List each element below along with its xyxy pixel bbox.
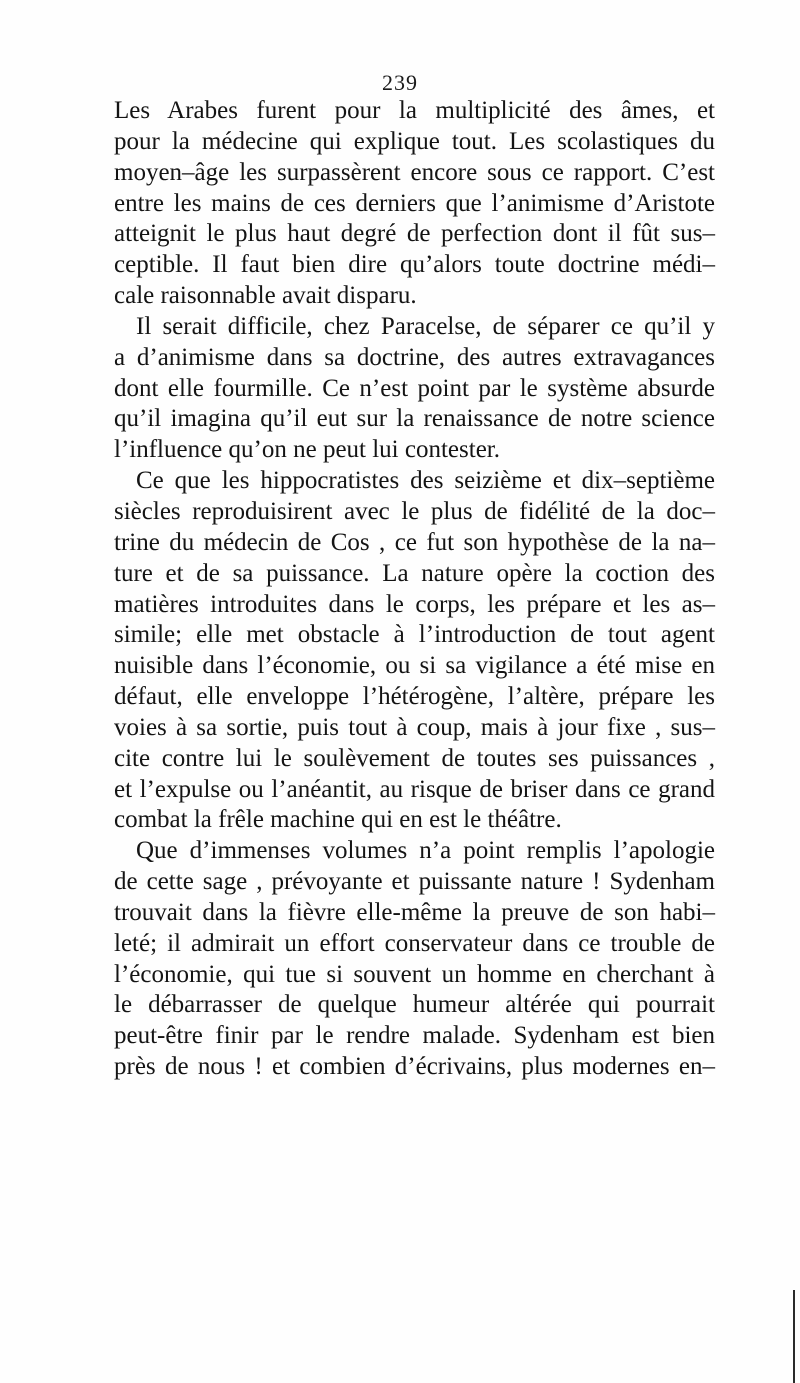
text-line: a d’animisme dans sa doctrine, des autres extravagances (114, 343, 715, 371)
text-line: près de nous ! et combien d’écrivains, plus modernes en– (114, 1053, 715, 1081)
text-line: matières introduites dans le corps, les prépare et les as– (114, 590, 715, 618)
page-edge-shadow (793, 1290, 795, 1383)
text-line: de cette sage , prévoyante et puissante nature ! Sydenham (114, 868, 715, 896)
text-line: qu’il imagina qu’il eut sur la renaissance de notre science (114, 405, 715, 433)
text-line: ceptible. Il faut bien dire qu’alors toute doctrine médi– (114, 251, 715, 279)
text-line: combat la frêle machine qui en est le théâtre. (114, 806, 562, 834)
text-line: ture et de sa puissance. La nature opère la coction des (114, 559, 715, 587)
text-line: Que d’immenses volumes n’a point remplis l’apologie (136, 837, 715, 865)
text-line: pour la médecine qui explique tout. Les scolastiques du (114, 127, 715, 155)
text-line: nuisible dans l’économie, ou si sa vigilance a été mise en (114, 652, 715, 680)
text-line: dont elle fourmille. Ce n’est point par le système absurde (114, 374, 715, 402)
text-line: voies à sa sortie, puis tout à coup, mais à jour fixe , sus– (114, 713, 715, 741)
body-text (114, 96, 715, 1083)
text-line: cite contre lui le soulèvement de toutes ses puissances , (114, 744, 715, 772)
text-line: siècles reproduisirent avec le plus de fidélité de la doc– (114, 497, 715, 525)
text-line: le débarrasser de quelque humeur altérée qui pourrait (114, 991, 715, 1019)
text-line: moyen–âge les surpassèrent encore sous ce rapport. C’est (114, 158, 715, 186)
text-line: Ce que les hippocratistes des seizième et dix–septième (136, 467, 715, 495)
text-line: cale raisonnable avait disparu. (114, 282, 417, 310)
page-number: 239 (382, 70, 418, 95)
text-line: entre les mains de ces derniers que l’animisme d’Aristote (114, 189, 715, 217)
text-line: Il serait difficile, chez Paracelse, de séparer ce qu’il y (136, 312, 715, 340)
text-line: simile; elle met obstacle à l’introduction de tout agent (114, 621, 715, 649)
text-line: atteignit le plus haut degré de perfection dont il fût sus– (114, 220, 715, 248)
text-line: et l’expulse ou l’anéantit, au risque de briser dans ce grand (114, 775, 715, 803)
text-line: trouvait dans la fièvre elle-même la preuve de son habi– (114, 898, 715, 926)
text-line: peut-être finir par le rendre malade. Sydenham est bien (114, 1022, 715, 1050)
text-line: défaut, elle enveloppe l’hétérogène, l’altère, prépare les (114, 683, 715, 711)
text-line: leté; il admirait un effort conservateur dans ce trouble de (114, 929, 715, 957)
text-line: l’économie, qui tue si souvent un homme en cherchant à (114, 960, 715, 988)
text-line: Les Arabes furent pour la multiplicité des âmes, et (114, 97, 715, 124)
text-line: l’influence qu’on ne peut lui contester. (114, 436, 500, 464)
text-line: trine du médecin de Cos , ce fut son hypothèse de la na– (114, 528, 715, 556)
